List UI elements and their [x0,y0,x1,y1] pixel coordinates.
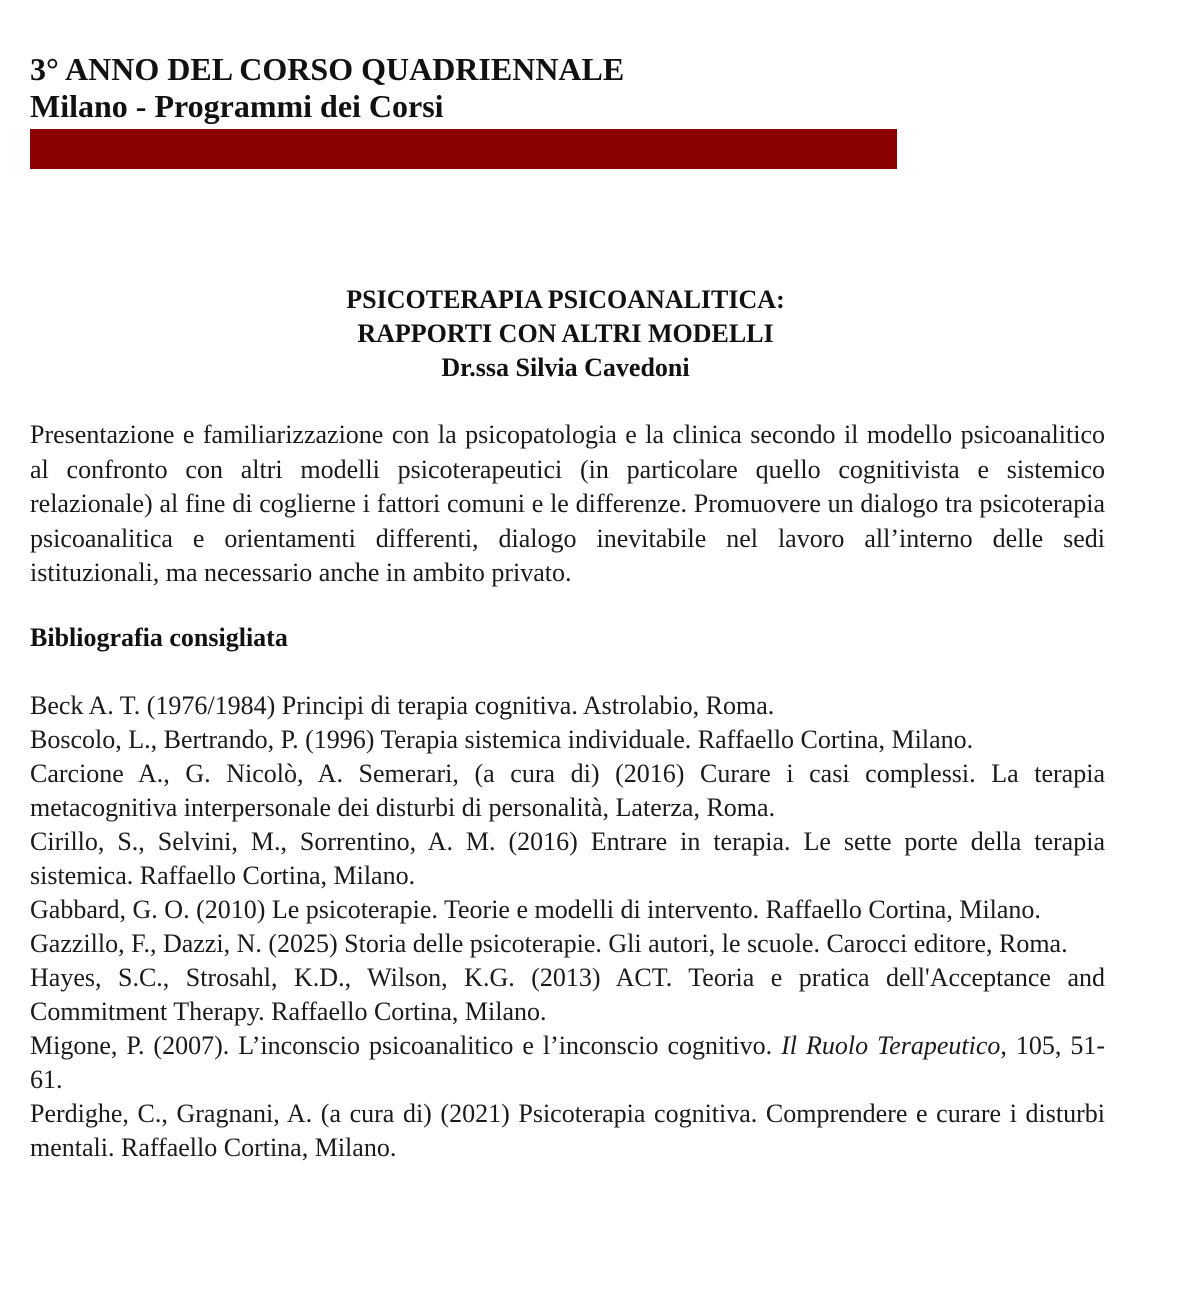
bibliography-list [30,689,1105,1165]
bibliography-entry: Hayes, S.C., Strosahl, K.D., Wilson, K.G. (2013) ACT. Teoria e pratica dell'Acceptance and Commitment Therapy. Raffaello Cortina, Milano. [30,963,1105,1026]
course-description: Presentazione e familiarizzazione con la psicopatologia e la clinica secondo il modello psicoanalitico al confronto con altri modelli psicoterapeutici (in particolare quello cognitivista e sistemico relazionale) al fine di coglierne i fattori comuni e le differenze. Promuovere un dialogo tra psicoterapia psicoanalitica e orientamenti differenti, dialogo inevitabile nel lavoro all’interno delle sedi istituzionali, ma necessario anche in ambito privato. [30,420,1105,587]
header-title: 3° ANNO DEL CORSO QUADRIENNALE [30,51,625,87]
bibliography-entry: Perdighe, C., Gragnani, A. (a cura di) (2021) Psicoterapia cognitiva. Comprendere e curare i disturbi mentali. Raffaello Cortina, Milano. [30,1099,1105,1162]
bibliography-entry-text: , 105, 51-61. [30,1031,1105,1094]
course-title-line1: PSICOTERAPIA PSICOANALITICA: [346,285,785,314]
course-teacher: Dr.ssa Silvia Cavedoni [441,353,690,382]
bibliography-entry [30,1029,1105,1097]
header-subtitle: Milano - Programmi dei Corsi [30,88,444,124]
bibliography-entry-text: Migone, P. (2007). L’inconscio psicoanalitico e l’inconscio cognitivo. [30,1031,782,1060]
bibliography-entry: Gabbard, G. O. (2010) Le psicoterapie. Teorie e modelli di intervento. Raffaello Cortina, Milano. [30,895,1041,924]
journal-title: Il Ruolo Terapeutico [781,1031,1001,1060]
course-title-line2: RAPPORTI CON ALTRI MODELLI [357,319,774,348]
bibliography-entry: Boscolo, L., Bertrando, P. (1996) Terapia sistemica individuale. Raffaello Cortina, Milano. [30,725,974,754]
bibliography-entry: Cirillo, S., Selvini, M., Sorrentino, A. M. (2016) Entrare in terapia. Le sette porte della terapia sistemica. Raffaello Cortina, Milano. [30,827,1105,890]
header-color-bar [30,129,897,169]
document-header [30,50,900,124]
bibliography-heading: Bibliografia consigliata [30,623,288,652]
bibliography-entry: Carcione A., G. Nicolò, A. Semerari, (a cura di) (2016) Curare i casi complessi. La terapia metacognitiva interpersonale dei disturbi di personalità, Laterza, Roma. [30,759,1105,822]
course-title-block [0,283,1131,385]
bibliography-entry: Gazzillo, F., Dazzi, N. (2025) Storia delle psicoterapie. Gli autori, le scuole. Carocci editore, Roma. [30,929,1068,958]
bibliography-entry: Beck A. T. (1976/1984) Principi di terapia cognitiva. Astrolabio, Roma. [30,691,775,720]
